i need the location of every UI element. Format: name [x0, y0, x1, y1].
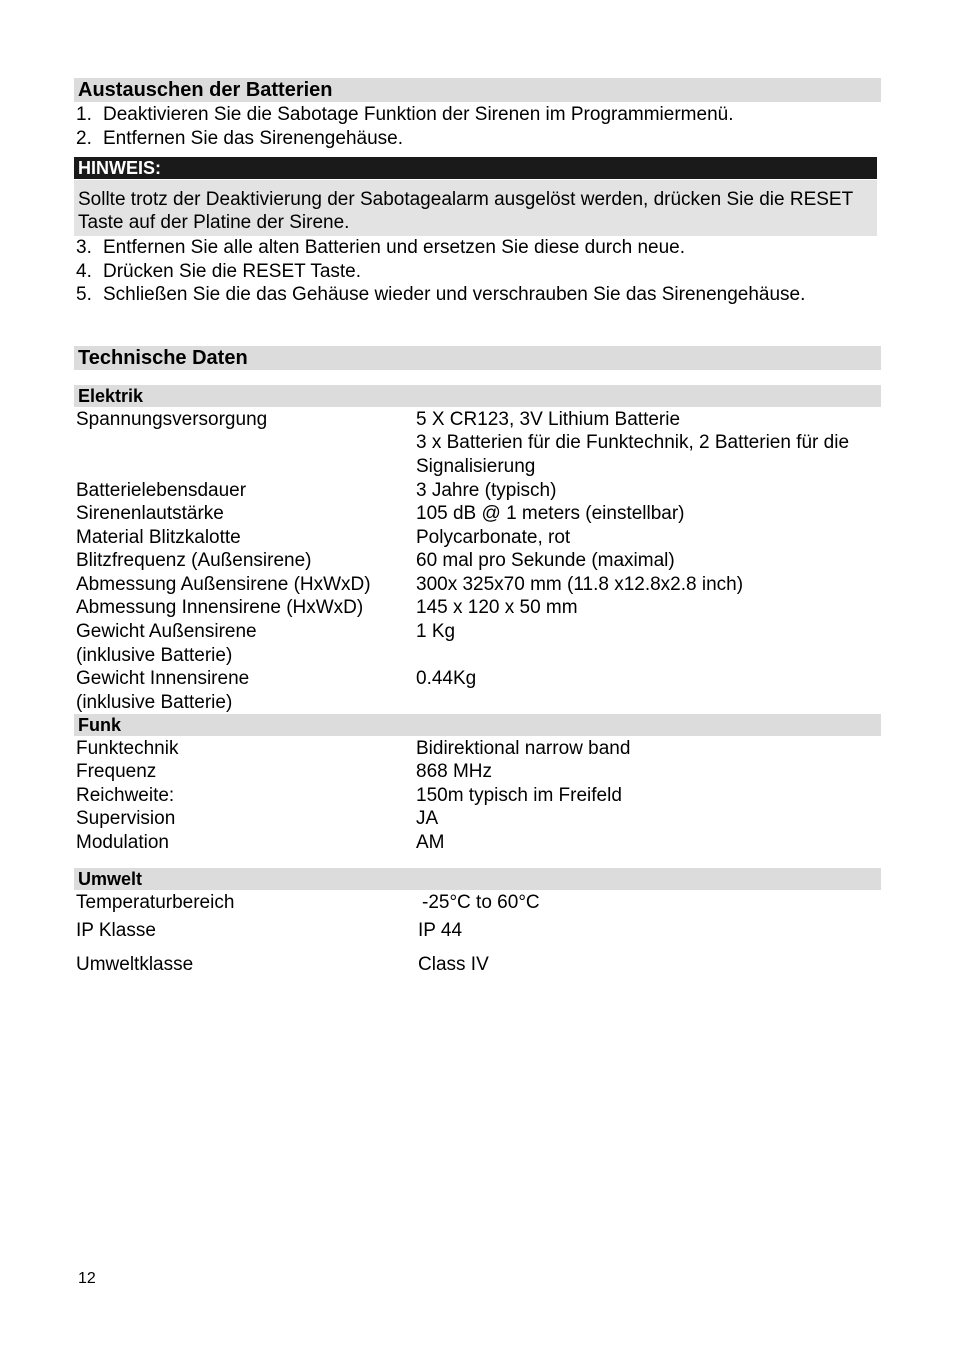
spec-value: Bidirektional narrow band: [416, 738, 631, 759]
subheading-elektrik: Elektrik: [74, 385, 881, 407]
list-item: 2. Entfernen Sie das Sirenengehäuse.: [76, 127, 403, 149]
page-number: 12: [78, 1270, 96, 1287]
spec-value: 3 Jahre (typisch): [416, 480, 557, 501]
spec-label: Abmessung Innensirene (HxWxD): [76, 597, 364, 618]
spec-label: Material Blitzkalotte: [76, 527, 241, 548]
steps-list-b: [76, 236, 805, 307]
spec-value: 0.44Kg: [416, 668, 477, 689]
note-label: HINWEIS:: [74, 157, 877, 179]
section-heading-technical-data: Technische Daten: [74, 346, 881, 370]
spec-value: 5 X CR123, 3V Lithium Batterie: [416, 409, 681, 430]
spec-value: Polycarbonate, rot: [416, 527, 571, 548]
section-heading-batteries: Austauschen der Batterien: [74, 78, 881, 102]
spec-value: 105 dB @ 1 meters (einstellbar): [416, 503, 685, 524]
spec-label: Gewicht Innensirene (inklusive Batterie): [76, 668, 250, 713]
spec-label: Gewicht Außensirene (inklusive Batterie): [76, 621, 257, 666]
spec-value: AM: [416, 832, 445, 853]
subheading-umwelt: Umwelt: [74, 868, 881, 890]
note-text: Sollte trotz der Deaktivierung der Sabotagealarm ausgelöst werden, drücken Sie die RESET Taste auf der Platine der Sirene.: [74, 180, 877, 236]
spec-value: -25°C to 60°C: [422, 892, 540, 913]
list-item: 1. Deaktivieren Sie die Sabotage Funktion der Sirenen im Programmiermenü.: [76, 104, 734, 125]
spec-value: 60 mal pro Sekunde (maximal): [416, 550, 675, 571]
spec-value: 1 Kg: [416, 621, 456, 642]
list-item: 3. Entfernen Sie alle alten Batterien und ersetzen Sie diese durch neue.: [76, 237, 685, 258]
spec-label: Blitzfrequenz (Außensirene): [76, 550, 312, 571]
spec-value: 145 x 120 x 50 mm: [416, 597, 578, 618]
spec-label: Abmessung Außensirene (HxWxD): [76, 574, 371, 595]
steps-list-a: [76, 103, 733, 150]
list-item: 5. Schließen Sie die das Gehäuse wieder und verschrauben Sie das Sirenengehäuse.: [76, 284, 806, 305]
spec-label: Temperaturbereich: [76, 892, 235, 913]
spec-value: Class IV: [418, 954, 489, 975]
list-item: 4. Drücken Sie die RESET Taste.: [76, 260, 362, 282]
spec-label: Reichweite:: [76, 785, 175, 806]
spec-label: IP Klasse: [76, 920, 156, 941]
subheading-funk: Funk: [74, 714, 881, 736]
spec-label: Funktechnik: [76, 738, 179, 759]
spec-label: Supervision: [76, 808, 176, 829]
spec-value: 300x 325x70 mm (11.8 x12.8x2.8 inch): [416, 574, 744, 595]
spec-value: JA: [416, 808, 439, 829]
spec-label: Frequenz: [76, 761, 157, 782]
spec-value: 150m typisch im Freifeld: [416, 785, 622, 806]
spec-value: 868 MHz: [416, 761, 493, 782]
spec-label: Modulation: [76, 832, 169, 853]
spec-label: Batterielebensdauer: [76, 480, 247, 501]
spec-label: Spannungsversorgung: [76, 409, 268, 430]
spec-value: 3 x Batterien für die Funktechnik, 2 Batterien für die Signalisierung: [416, 432, 850, 477]
spec-label: Umweltklasse: [76, 954, 194, 975]
spec-label: Sirenenlautstärke: [76, 503, 224, 524]
spec-value: IP 44: [418, 920, 463, 941]
